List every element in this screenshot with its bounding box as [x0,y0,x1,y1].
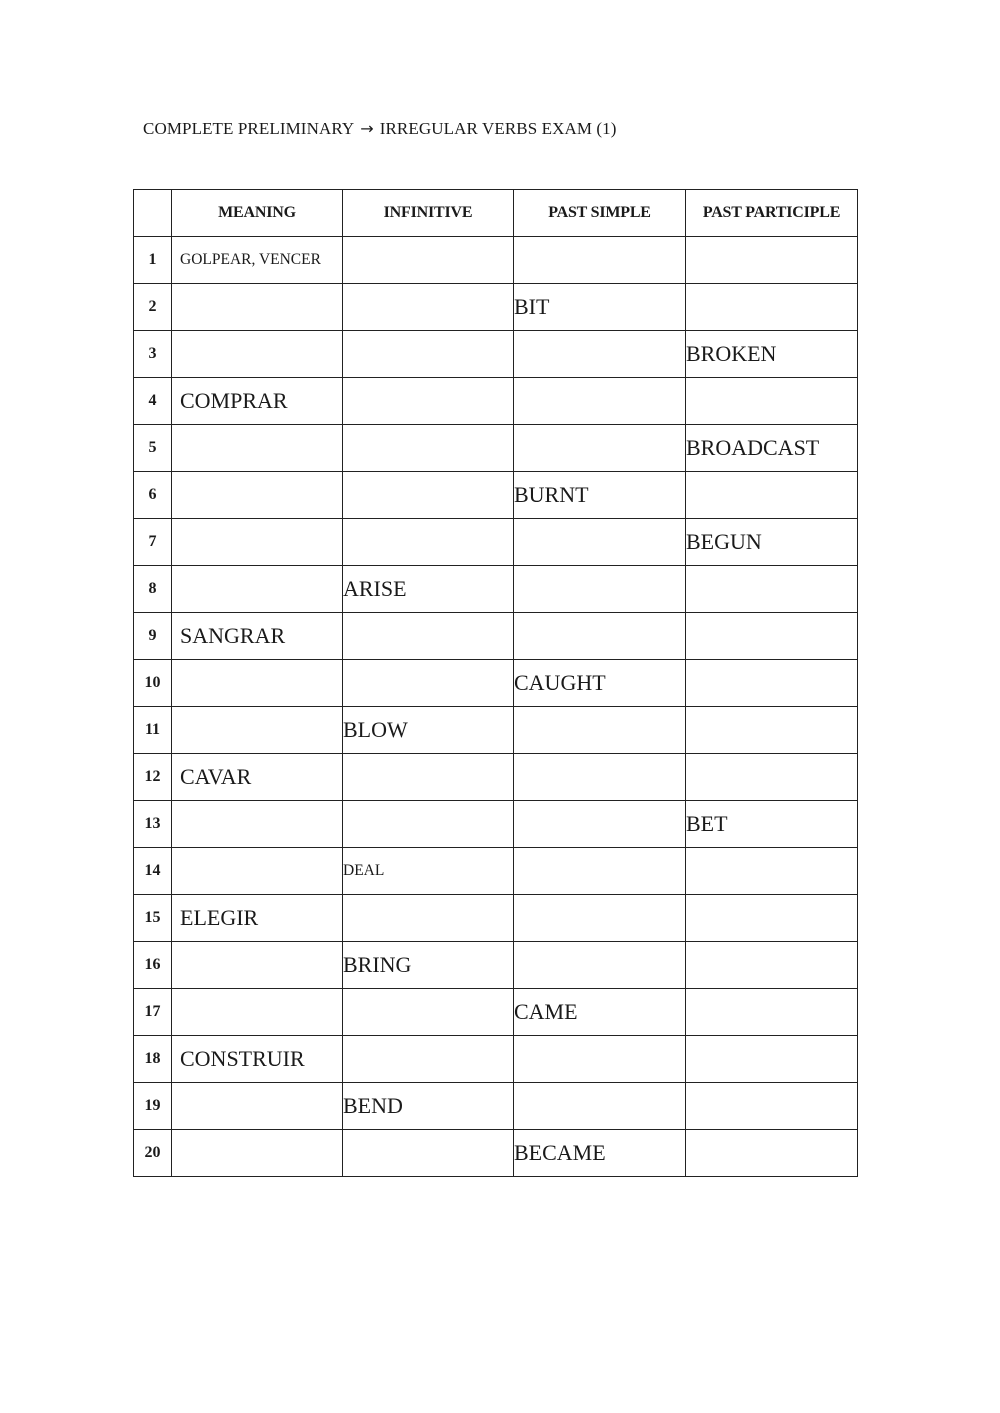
meaning-cell[interactable] [172,942,343,989]
meaning-cell[interactable] [172,1083,343,1130]
past-participle-cell: BEGUN [686,519,858,566]
arrow-right-icon: → [360,119,374,138]
irregular-verbs-table [133,189,858,1177]
infinitive-cell[interactable] [343,1036,514,1083]
past-simple-cell[interactable] [514,1083,686,1130]
past-simple-cell[interactable] [514,378,686,425]
past-simple-cell: BIT [514,284,686,331]
row-number: 12 [134,754,172,801]
infinitive-cell: BLOW [343,707,514,754]
row-number: 19 [134,1083,172,1130]
past-participle-cell[interactable] [686,378,858,425]
infinitive-cell[interactable] [343,801,514,848]
meaning-cell: SANGRAR [172,613,343,660]
meaning-cell[interactable] [172,848,343,895]
table-body [134,237,858,1177]
past-participle-cell[interactable] [686,1083,858,1130]
table-row [134,660,858,707]
past-simple-cell[interactable] [514,237,686,284]
meaning-cell[interactable] [172,331,343,378]
infinitive-cell: BEND [343,1083,514,1130]
row-number: 18 [134,1036,172,1083]
past-participle-cell[interactable] [686,237,858,284]
past-participle-cell[interactable] [686,566,858,613]
past-participle-cell[interactable] [686,613,858,660]
infinitive-cell[interactable] [343,472,514,519]
meaning-cell: CONSTRUIR [172,1036,343,1083]
meaning-cell: CAVAR [172,754,343,801]
meaning-cell[interactable] [172,284,343,331]
table-row [134,1130,858,1177]
infinitive-cell: ARISE [343,566,514,613]
past-participle-cell: BROKEN [686,331,858,378]
table-row [134,425,858,472]
header-infinitive: INFINITIVE [343,190,514,237]
past-simple-cell[interactable] [514,566,686,613]
table-row [134,519,858,566]
past-simple-cell[interactable] [514,942,686,989]
past-simple-cell[interactable] [514,331,686,378]
row-number: 1 [134,237,172,284]
past-participle-cell[interactable] [686,754,858,801]
meaning-cell: COMPRAR [172,378,343,425]
meaning-cell: GOLPEAR, VENCER [172,237,343,284]
past-participle-cell: BET [686,801,858,848]
table-header-row [134,190,858,237]
infinitive-cell[interactable] [343,425,514,472]
header-number [134,190,172,237]
infinitive-cell: DEAL [343,848,514,895]
row-number: 8 [134,566,172,613]
past-simple-cell: CAUGHT [514,660,686,707]
past-simple-cell[interactable] [514,425,686,472]
meaning-cell[interactable] [172,660,343,707]
infinitive-cell[interactable] [343,660,514,707]
meaning-cell[interactable] [172,707,343,754]
meaning-cell[interactable] [172,1130,343,1177]
table-row [134,989,858,1036]
row-number: 10 [134,660,172,707]
past-participle-cell[interactable] [686,895,858,942]
infinitive-cell[interactable] [343,1130,514,1177]
infinitive-cell[interactable] [343,237,514,284]
infinitive-cell[interactable] [343,989,514,1036]
meaning-cell: ELEGIR [172,895,343,942]
past-simple-cell: BURNT [514,472,686,519]
table-row [134,942,858,989]
row-number: 9 [134,613,172,660]
past-simple-cell[interactable] [514,1036,686,1083]
table-row [134,613,858,660]
header-meaning: MEANING [172,190,343,237]
row-number: 5 [134,425,172,472]
past-simple-cell: BECAME [514,1130,686,1177]
meaning-cell[interactable] [172,566,343,613]
meaning-cell[interactable] [172,801,343,848]
table-row [134,895,858,942]
table-row [134,1083,858,1130]
past-simple-cell: CAME [514,989,686,1036]
past-participle-cell[interactable] [686,707,858,754]
past-simple-cell[interactable] [514,895,686,942]
infinitive-cell[interactable] [343,331,514,378]
row-number: 4 [134,378,172,425]
infinitive-cell: BRING [343,942,514,989]
table-row [134,848,858,895]
title-left: COMPLETE PRELIMINARY [143,119,355,138]
past-participle-cell[interactable] [686,472,858,519]
table-row [134,707,858,754]
table-row [134,801,858,848]
table-row [134,378,858,425]
title-right: IRREGULAR VERBS EXAM (1) [379,119,617,138]
past-participle-cell[interactable] [686,1130,858,1177]
page-title [143,119,617,139]
past-participle-cell[interactable] [686,989,858,1036]
row-number: 6 [134,472,172,519]
table-row [134,566,858,613]
past-participle-cell[interactable] [686,942,858,989]
meaning-cell[interactable] [172,425,343,472]
infinitive-cell[interactable] [343,378,514,425]
past-simple-cell[interactable] [514,613,686,660]
table-row [134,472,858,519]
past-participle-cell: BROADCAST [686,425,858,472]
row-number: 11 [134,707,172,754]
meaning-cell[interactable] [172,472,343,519]
past-participle-cell[interactable] [686,660,858,707]
past-participle-cell[interactable] [686,1036,858,1083]
table-row [134,237,858,284]
table-row [134,331,858,378]
table-row [134,754,858,801]
table-row [134,1036,858,1083]
infinitive-cell[interactable] [343,284,514,331]
row-number: 14 [134,848,172,895]
past-participle-cell[interactable] [686,284,858,331]
row-number: 3 [134,331,172,378]
row-number: 2 [134,284,172,331]
infinitive-cell[interactable] [343,519,514,566]
row-number: 15 [134,895,172,942]
past-simple-cell[interactable] [514,801,686,848]
row-number: 20 [134,1130,172,1177]
infinitive-cell[interactable] [343,613,514,660]
infinitive-cell[interactable] [343,754,514,801]
past-simple-cell[interactable] [514,707,686,754]
past-simple-cell[interactable] [514,519,686,566]
header-past-participle: PAST PARTICIPLE [686,190,858,237]
row-number: 7 [134,519,172,566]
past-simple-cell[interactable] [514,754,686,801]
row-number: 16 [134,942,172,989]
row-number: 13 [134,801,172,848]
meaning-cell[interactable] [172,519,343,566]
header-past-simple: PAST SIMPLE [514,190,686,237]
infinitive-cell[interactable] [343,895,514,942]
meaning-cell[interactable] [172,989,343,1036]
past-simple-cell[interactable] [514,848,686,895]
past-participle-cell[interactable] [686,848,858,895]
table-row [134,284,858,331]
row-number: 17 [134,989,172,1036]
